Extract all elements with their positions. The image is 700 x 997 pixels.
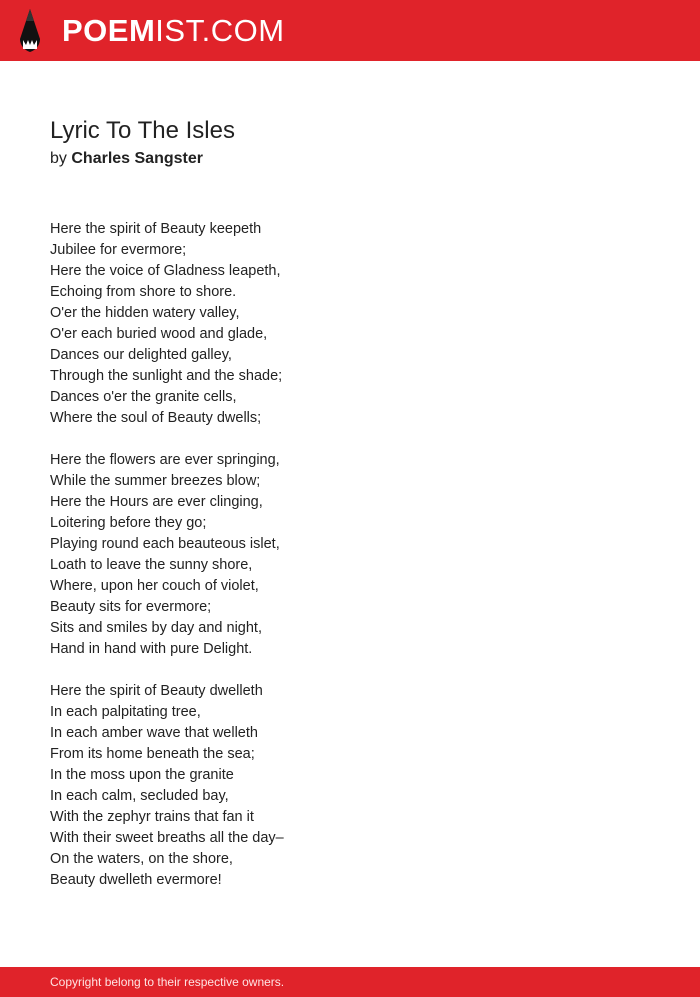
poem-line: Here the spirit of Beauty keepeth: [50, 221, 262, 237]
poem-line: Sits and smiles by day and night,: [50, 620, 262, 636]
poem-stanza: [50, 681, 284, 891]
poem-line: Echoing from shore to shore.: [50, 284, 237, 300]
poem-line: Here the flowers are ever springing,: [50, 452, 280, 468]
copyright-notice: Copyright belong to their respective owners.: [50, 975, 285, 989]
byline: [50, 149, 203, 169]
poem-line: Beauty sits for evermore;: [50, 599, 212, 615]
poem-line: From its home beneath the sea;: [50, 746, 255, 762]
poem-line: Here the spirit of Beauty dwelleth: [50, 683, 263, 699]
poem-line: Dances o'er the granite cells,: [50, 389, 237, 405]
poem-line: In the moss upon the granite: [50, 767, 234, 783]
poem-line: Loitering before they go;: [50, 515, 207, 531]
poem-stanza: [50, 219, 284, 429]
poem-title: Lyric To The Isles: [50, 117, 235, 144]
poem-line: O'er each buried wood and glade,: [50, 326, 268, 342]
poem-line: With the zephyr trains that fan it: [50, 809, 254, 825]
poem-line: Where, upon her couch of violet,: [50, 578, 259, 594]
logo-wordmark-bold: POEM: [62, 13, 156, 48]
poem-line: Jubilee for evermore;: [50, 242, 187, 258]
author-name: Charles Sangster: [71, 150, 203, 167]
poem-line: Through the sunlight and the shade;: [50, 368, 283, 384]
poem-line: Dances our delighted galley,: [50, 347, 232, 363]
by-label: by: [50, 150, 67, 167]
poem-line: Beauty dwelleth evermore!: [50, 872, 222, 888]
poem-line: In each amber wave that welleth: [50, 725, 258, 741]
pencil-tip-icon: [18, 9, 42, 53]
poem-line: Here the voice of Gladness leapeth,: [50, 263, 281, 279]
site-header: [0, 0, 700, 61]
logo-wordmark-light: IST.COM: [155, 13, 285, 48]
site-footer: [0, 967, 700, 997]
poem-line: On the waters, on the shore,: [50, 851, 233, 867]
poem-line: Playing round each beauteous islet,: [50, 536, 280, 552]
poem-line: O'er the hidden watery valley,: [50, 305, 240, 321]
logo-wordmark: [62, 8, 285, 54]
poem-line: In each palpitating tree,: [50, 704, 201, 720]
poem-line: Hand in hand with pure Delight.: [50, 641, 253, 657]
poem-line: Loath to leave the sunny shore,: [50, 557, 253, 573]
site-logo-link[interactable]: [18, 8, 285, 54]
poem-line: While the summer breezes blow;: [50, 473, 261, 489]
poem-line: In each calm, secluded bay,: [50, 788, 229, 804]
poem-stanza: [50, 450, 284, 660]
poem-line: With their sweet breaths all the day–: [50, 830, 284, 846]
poem-line: Where the soul of Beauty dwells;: [50, 410, 262, 426]
poem-body: [50, 219, 284, 912]
poem-line: Here the Hours are ever clinging,: [50, 494, 263, 510]
